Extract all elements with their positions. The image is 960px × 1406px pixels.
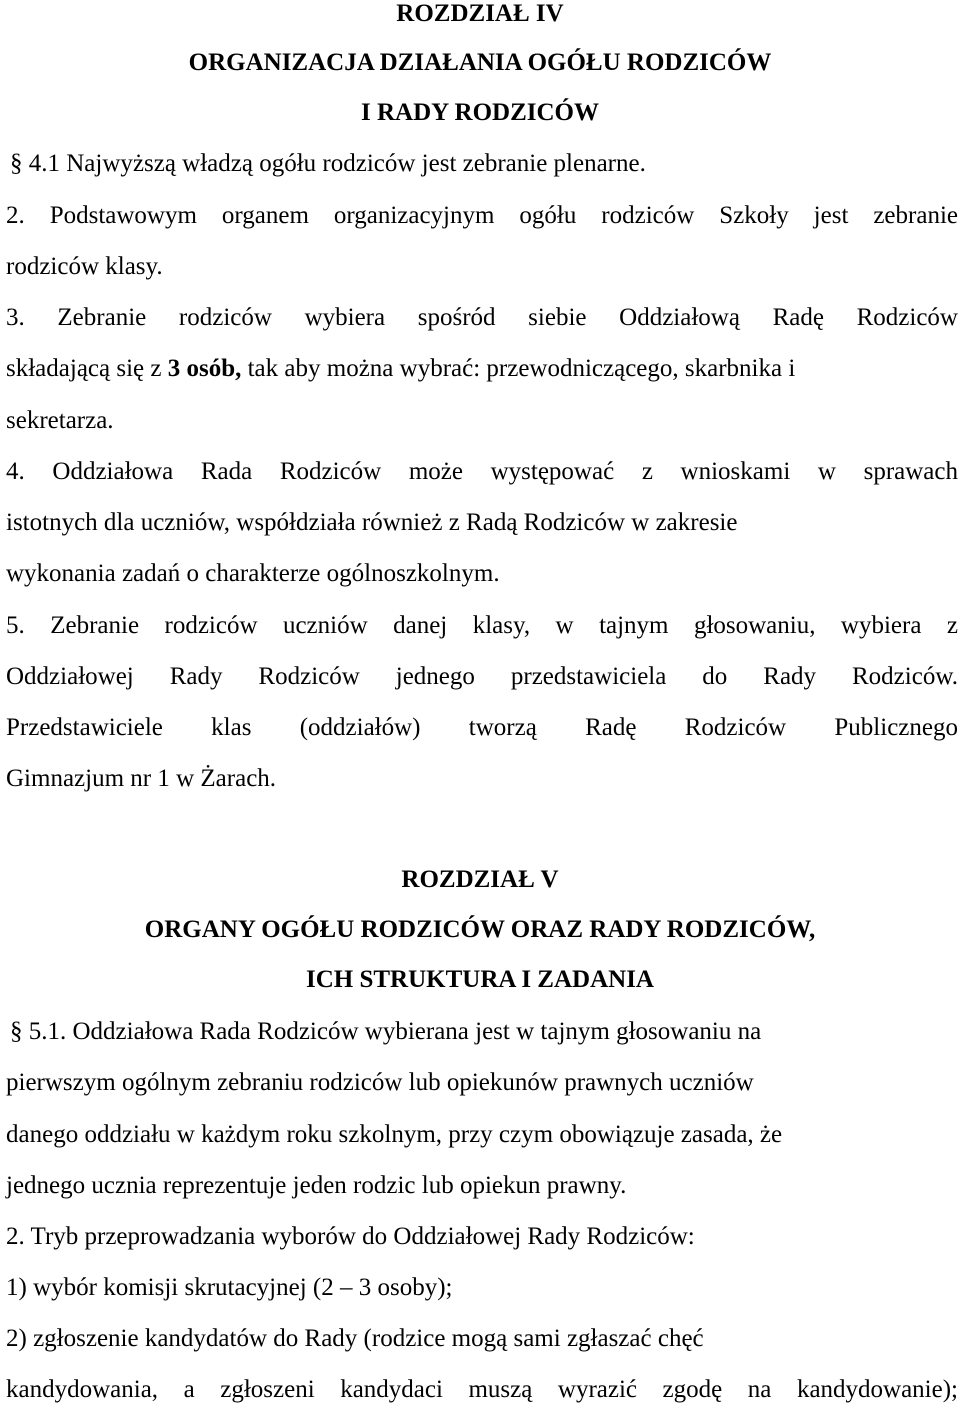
paragraph-3-text-after: tak aby można wybrać: przewodniczącego, skarbnika i [241,355,796,382]
section-4-paragraph-5-line-3: Przedstawiciele klas (oddziałów) tworzą Radę Rodziców Publicznego [6,714,958,741]
list-item-2-line-2: kandydowania, a zgłoszeni kandydaci muszą wyrazić zgodę na kandydowanie); [6,1376,958,1403]
paragraph-3-text-before: składającą się z [6,355,168,382]
section-5-paragraph-1-line-3: danego oddziału w każdym roku szkolnym, przy czym obowiązuje zasada, że [6,1121,783,1148]
chapter-5-title-line-1: ORGANY OGÓŁU RODZICÓW ORAZ RADY RODZICÓW, [144,916,816,943]
section-4-paragraph-5-line-4: Gimnazjum nr 1 w Żarach. [6,765,277,792]
section-4-paragraph-3-line-2 [6,353,958,385]
section-5-paragraph-1-line-1: § 5.1. Oddziałowa Rada Rodziców wybierana jest w tajnym głosowaniu na [10,1018,762,1045]
section-5-paragraph-1-line-4: jednego ucznia reprezentuje jeden rodzic lub opiekun prawny. [6,1172,627,1199]
chapter-5-title-line-2: ICH STRUKTURA I ZADANIA [306,966,654,993]
section-5-paragraph-2: 2. Tryb przeprowadzania wyborów do Oddziałowej Rady Rodziców: [6,1223,695,1250]
chapter-4-heading: ROZDZIAŁ IV [396,0,564,27]
section-4-paragraph-3-line-3: sekretarza. [6,407,114,434]
paragraph-3-bold-count: 3 osób, [167,355,242,382]
section-4-paragraph-5-line-2: Oddziałowej Rady Rodziców jednego przedstawiciela do Rady Rodziców. [6,663,958,690]
list-item-2-line-1: 2) zgłoszenie kandydatów do Rady (rodzice mogą sami zgłaszać chęć [6,1325,704,1352]
chapter-4-title-line-1: ORGANIZACJA DZIAŁANIA OGÓŁU RODZICÓW [188,49,772,76]
section-4-paragraph-4-line-1: 4. Oddziałowa Rada Rodziców może występować z wnioskami w sprawach [6,458,958,485]
chapter-4-title-line-2: I RADY RODZICÓW [361,99,599,126]
section-4-paragraph-1: § 4.1 Najwyższą władzą ogółu rodziców jest zebranie plenarne. [10,150,646,177]
section-4-paragraph-2-line-1: 2. Podstawowym organem organizacyjnym ogółu rodziców Szkoły jest zebranie [6,202,958,229]
section-4-paragraph-4-line-2: istotnych dla uczniów, współdziała również z Radą Rodziców w zakresie [6,509,738,536]
section-5-paragraph-1-line-2: pierwszym ogólnym zebraniu rodziców lub opiekunów prawnych uczniów [6,1069,754,1096]
section-4-paragraph-4-line-3: wykonania zadań o charakterze ogólnoszkolnym. [6,560,500,587]
section-4-paragraph-3-line-1: 3. Zebranie rodziców wybiera spośród siebie Oddziałową Radę Rodziców [6,304,958,331]
list-item-1: 1) wybór komisji skrutacyjnej (2 – 3 osoby); [6,1274,453,1301]
chapter-5-heading: ROZDZIAŁ V [401,866,559,893]
section-4-paragraph-2-line-2: rodziców klasy. [6,253,163,280]
section-4-paragraph-5-line-1: 5. Zebranie rodziców uczniów danej klasy, w tajnym głosowaniu, wybiera z [6,612,958,639]
